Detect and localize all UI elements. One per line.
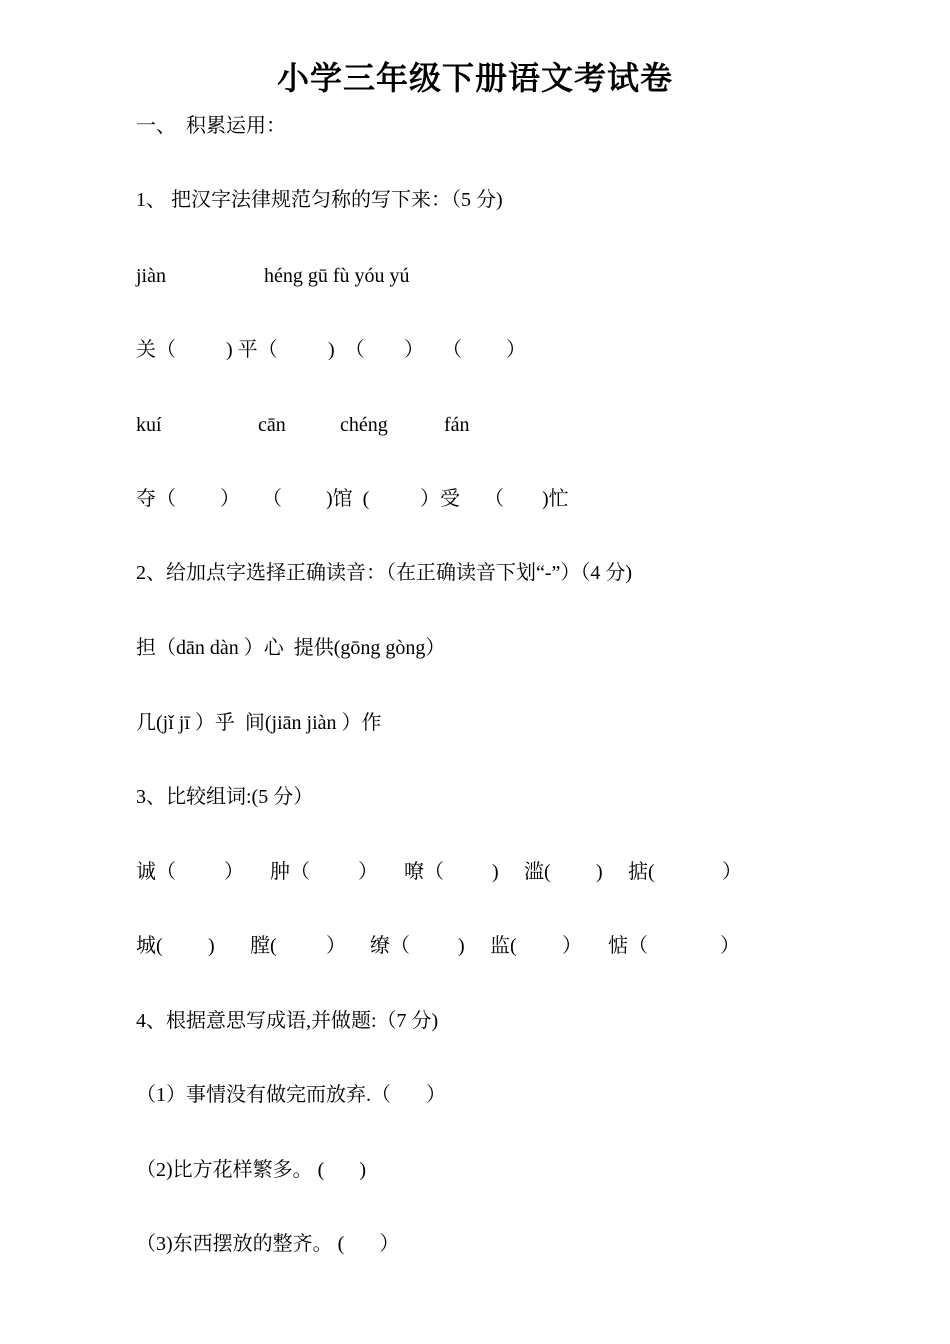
char-blank: （ xyxy=(484,488,504,510)
word-blank: ) xyxy=(596,861,603,883)
question-3-row-1 xyxy=(136,858,856,886)
word-blank: ) xyxy=(458,935,465,957)
char-blank: ） xyxy=(220,488,240,510)
char-blank: )馆 ( xyxy=(326,488,370,510)
question-4-item-3: （3)东西摆放的整齐。 ( ） xyxy=(136,1233,400,1255)
char-blank: ) 平（ xyxy=(226,339,278,361)
word-blank: 诚（ xyxy=(136,861,176,883)
word-blank: 缭（ xyxy=(370,935,410,957)
question-4-item-2: （2)比方花样繁多。 ( ) xyxy=(136,1159,366,1181)
question-3-row-2 xyxy=(136,932,856,960)
char-blank: ） xyxy=(404,339,424,361)
question-1-char-row-2 xyxy=(136,485,856,513)
question-1-char-row-1 xyxy=(136,336,856,364)
char-blank: 夺（ xyxy=(136,488,176,510)
char-blank: （ xyxy=(442,339,462,361)
question-4-item-1: （1）事情没有做完而放弃.（ ） xyxy=(136,1084,446,1106)
word-blank: ） xyxy=(562,935,582,957)
question-1-pinyin-row-1 xyxy=(136,262,856,290)
question-2-line-2: 几(jǐ jī ）乎 间(jiān jiàn ）作 xyxy=(136,712,382,734)
word-blank: ） xyxy=(326,935,346,957)
word-blank: 膛( xyxy=(250,935,277,957)
question-3-prompt: 3、比较组词:(5 分） xyxy=(136,786,314,808)
question-1-prompt: 1、 把汉字法律规范匀称的写下来：（5 分) xyxy=(136,189,503,211)
pinyin-text: jiàn xyxy=(136,265,166,287)
char-blank: )忙 xyxy=(542,488,569,510)
word-blank: ） xyxy=(224,861,244,883)
word-blank: 嘹（ xyxy=(404,861,444,883)
char-blank: ）受 xyxy=(420,488,460,510)
pinyin-text: fán xyxy=(444,414,470,436)
section-heading: 一、 积累运用： xyxy=(136,115,286,137)
page-title: 小学三年级下册语文考试卷 xyxy=(276,60,673,96)
word-blank: 肿（ xyxy=(270,861,310,883)
pinyin-text: héng gū fù yóu yú xyxy=(264,265,410,287)
char-blank: （ xyxy=(262,488,282,510)
word-blank: ) xyxy=(492,861,499,883)
char-blank: 关（ xyxy=(136,339,176,361)
word-blank: ） xyxy=(358,861,378,883)
char-blank: ) （ xyxy=(328,339,365,361)
question-2-prompt: 2、给加点字选择正确读音：（在正确读音下划“-”）（4 分) xyxy=(136,562,633,584)
word-blank: 惦（ xyxy=(608,935,648,957)
word-blank: ） xyxy=(722,861,742,883)
word-blank: ) xyxy=(208,935,215,957)
question-1-pinyin-row-2 xyxy=(136,411,856,439)
word-blank: 监( xyxy=(490,935,517,957)
pinyin-text: chéng xyxy=(340,414,388,436)
question-2-line-1: 担（dān dàn ）心 提供(gōng gòng） xyxy=(136,637,446,659)
char-blank: ） xyxy=(506,339,526,361)
word-blank: 掂( xyxy=(628,861,655,883)
word-blank: 滥( xyxy=(524,861,551,883)
pinyin-text: kuí xyxy=(136,414,162,436)
question-4-prompt: 4、根据意思写成语,并做题:（7 分) xyxy=(136,1010,439,1032)
word-blank: ） xyxy=(720,935,740,957)
pinyin-text: cān xyxy=(258,414,286,436)
word-blank: 城( xyxy=(136,935,163,957)
